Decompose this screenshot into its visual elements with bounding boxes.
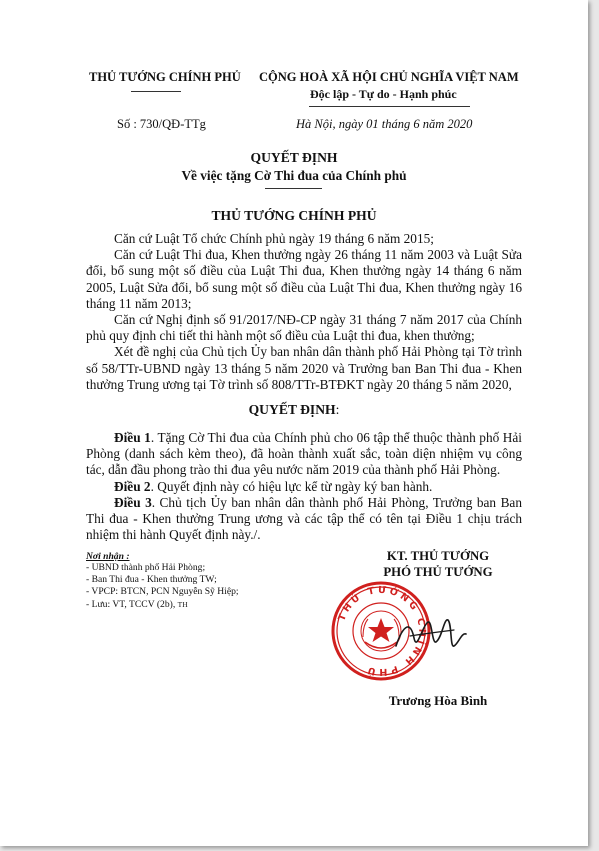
article-label: Điều 2 xyxy=(114,478,151,494)
decision-heading-colon: : xyxy=(335,402,340,417)
preamble-item: Căn cứ Luật Thi đua, Khen thưởng ngày 26 tháng 11 năm 2003 và Luật Sửa đổi, bổ sung một số điều của Luật Thi đua, Khen thưởng ngày 14 tháng 6 năm 2005, Luật Sửa đổi, bổ sung một số điều của Luật Thi đua, Khen thưởng ngày 16 tháng 11 năm 2013; xyxy=(86,247,522,311)
recipient-item: - UBND thành phố Hải Phòng; xyxy=(86,562,206,573)
document-number: Số : 730/QĐ-TTg xyxy=(117,117,206,131)
article-2 xyxy=(86,479,522,495)
place-date: Hà Nội, ngày 01 tháng 6 năm 2020 xyxy=(296,117,473,131)
country-name: CỘNG HOÀ XÃ HỘI CHỦ NGHĨA VIỆT NAM xyxy=(259,70,519,84)
national-motto: Độc lập - Tự do - Hạnh phúc xyxy=(310,87,457,101)
recipient-item-text: - Lưu: VT, TCCV (2b), xyxy=(86,598,176,610)
document-type: QUYẾT ĐỊNH xyxy=(250,150,338,165)
agency-underline xyxy=(131,91,181,92)
motto-underline xyxy=(309,106,470,107)
recipients xyxy=(86,551,239,611)
signature-title-2: PHÓ THỦ TƯỚNG xyxy=(383,565,493,579)
article-label: Điều 3 xyxy=(114,494,152,510)
issuing-authority: THỦ TƯỚNG CHÍNH PHỦ xyxy=(211,208,377,223)
decision-heading-text: QUYẾT ĐỊNH xyxy=(248,402,336,417)
agency-name: THỦ TƯỚNG CHÍNH PHỦ xyxy=(89,70,241,84)
seal-text: THỦ TƯỚNG CHÍNH PHỦ xyxy=(336,584,428,678)
recipient-item xyxy=(86,599,239,611)
recipient-initials: TH xyxy=(177,599,188,609)
article-1 xyxy=(86,430,522,479)
article-text: . Tặng Cờ Thi đua của Chính phủ cho 06 tập thể thuộc thành phố Hải Phòng (danh sách kèm theo), đã hoàn thành xuất sắc, toàn diện nhiệm vụ công tác, dẫn đầu phong trào thi đua yêu nước năm 2019 của thành phố Hải Phòng. xyxy=(86,430,522,478)
recipient-item: - VPCP: BTCN, PCN Nguyễn Sỹ Hiệp; xyxy=(86,586,239,598)
document-subject: Về việc tặng Cờ Thi đua của Chính phủ xyxy=(181,168,407,183)
decision-heading xyxy=(0,402,588,418)
title-underline xyxy=(265,188,322,189)
preamble-item: Xét đề nghị của Chủ tịch Ủy ban nhân dân thành phố Hải Phòng tại Tờ trình số 58/TTr-UBND ngày 13 tháng 5 năm 2020 và Trưởng ban Ban Thi đua - Khen thưởng Trung ương tại Tờ trình số 808/TTr-BTĐKT ngày 20 tháng 5 năm 2020, xyxy=(86,344,522,392)
recipient-item: - Ban Thi đua - Khen thưởng TW; xyxy=(86,574,217,586)
handwritten-signature xyxy=(392,608,470,658)
preamble xyxy=(86,231,522,393)
article-text: . Chủ tịch Ủy ban nhân dân thành phố Hải Phòng, Trưởng ban Ban Thi đua - Khen thưởng Trung ương và các tập thể có tên tại Điều 1 chịu trách nhiệm thi hành Quyết định này./. xyxy=(86,494,522,543)
signature-title-1: KT. THỦ TƯỚNG xyxy=(386,549,490,563)
article-3 xyxy=(86,495,522,544)
article-label: Điều 1 xyxy=(114,430,151,445)
preamble-item: Căn cứ Luật Tổ chức Chính phủ ngày 19 tháng 6 năm 2015; xyxy=(114,231,434,246)
recipients-title: Nơi nhận : xyxy=(86,551,130,562)
preamble-item: Căn cứ Nghị định số 91/2017/NĐ-CP ngày 31 tháng 7 năm 2017 của Chính phủ quy định chi tiết thi hành một số điều của Luật thi đua, khen thưởng; xyxy=(86,312,522,344)
signer-name: Trương Hòa Bình xyxy=(388,693,488,708)
articles xyxy=(86,430,522,543)
article-text: . Quyết định này có hiệu lực kể từ ngày ký ban hành. xyxy=(150,478,433,494)
